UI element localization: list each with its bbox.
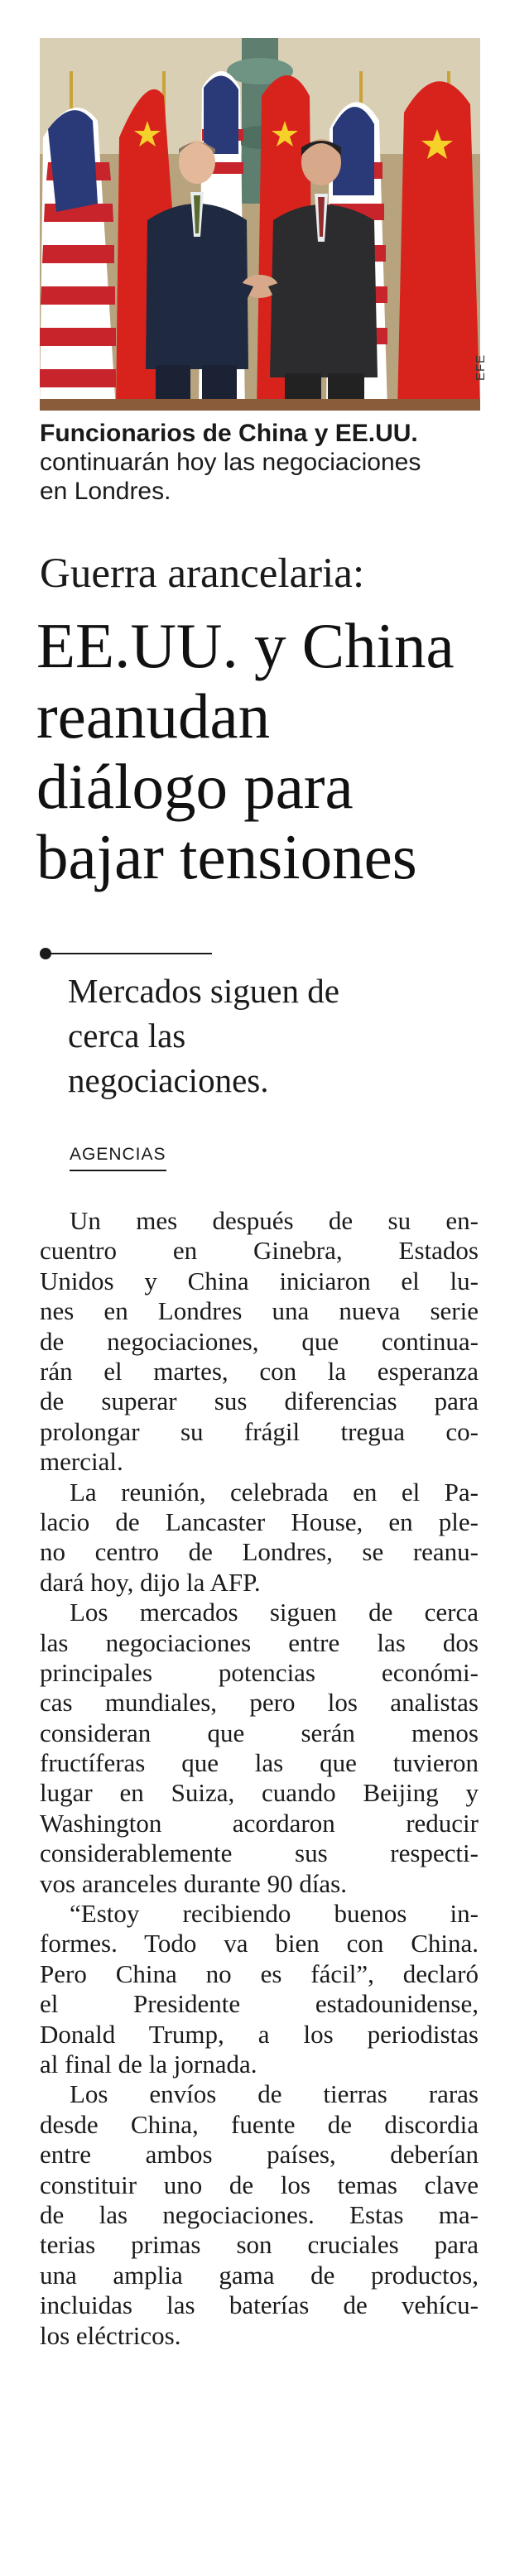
- body-line: Un mes después de su en-: [70, 1206, 479, 1235]
- photo-credit: EFE: [474, 353, 488, 381]
- body-line: de negociaciones, que continua-: [40, 1326, 479, 1356]
- photo-caption: [40, 419, 487, 506]
- body-line: principales potencias económi-: [40, 1657, 479, 1687]
- body-line: entre ambos países, deberían: [40, 2140, 479, 2170]
- body-line: cas mundiales, pero los analistas: [40, 1688, 479, 1718]
- headline-line: reanudan: [36, 680, 271, 752]
- body-line: cuentro en Ginebra, Estados: [40, 1236, 479, 1266]
- body-line: formes. Todo va bien con China.: [40, 1929, 479, 1958]
- body-line: fructíferas que las que tuvieron: [40, 1748, 479, 1778]
- body-line: Unidos y China iniciaron el lu-: [40, 1266, 479, 1295]
- body-line: los eléctricos.: [40, 2320, 181, 2350]
- body-line: rán el martes, con la esperanza: [40, 1356, 479, 1386]
- headline-line: bajar tensiones: [36, 821, 417, 892]
- body-line: de las negociaciones. Estas ma-: [40, 2199, 479, 2229]
- body-line: una amplia gama de productos,: [40, 2260, 479, 2290]
- headline-line: diálogo para: [36, 751, 354, 822]
- body-line: incluidas las baterías de vehícu-: [40, 2290, 479, 2320]
- body-line: Pero China no es fácil”, declaró: [40, 1958, 479, 1988]
- subheadline-line: cerca las: [68, 1016, 186, 1055]
- body-line: terias primas son cruciales para: [40, 2230, 479, 2260]
- body-line: lacio de Lancaster House, en ple-: [40, 1507, 479, 1536]
- body-line: prolongar su frágil tregua co-: [40, 1416, 479, 1446]
- body-line: al final de la jornada.: [40, 2049, 257, 2079]
- byline: AGENCIAS: [70, 1145, 166, 1171]
- body-line: de superar sus diferencias para: [40, 1387, 479, 1416]
- body-line: no centro de Londres, se reanu-: [40, 1537, 479, 1567]
- body-line: “Estoy recibiendo buenos in-: [70, 1899, 479, 1929]
- body-line: desde China, fuente de discordia: [40, 2109, 479, 2139]
- body-line: consideran que serán menos: [40, 1718, 479, 1747]
- article-body: [40, 1206, 479, 2351]
- body-line: constituir uno de los temas clave: [40, 2170, 479, 2199]
- body-line: nes en Londres una nueva serie: [40, 1296, 479, 1326]
- subheadline-line: Mercados siguen de: [68, 972, 339, 1010]
- body-line: el Presidente estadounidense,: [40, 1989, 479, 2019]
- body-line: considerablemente sus respecti-: [40, 1838, 479, 1868]
- caption-bold-lead: Funcionarios de China y EE.UU.: [40, 420, 418, 447]
- body-line: Donald Trump, a los periodistas: [40, 2019, 479, 2049]
- divider-line: [50, 953, 212, 954]
- body-line: dará hoy, dijo la AFP.: [40, 1567, 261, 1597]
- body-line: las negociaciones entre las dos: [40, 1627, 479, 1657]
- body-line: lugar en Suiza, cuando Beijing y: [40, 1778, 479, 1808]
- section-divider: [40, 945, 214, 962]
- body-line: Washington acordaron reducir: [40, 1808, 479, 1838]
- body-line: vos aranceles durante 90 días.: [40, 1868, 348, 1898]
- subheadline: [68, 968, 490, 1103]
- caption-line: en Londres.: [40, 478, 171, 505]
- caption-line: continuarán hoy las negociaciones: [40, 449, 421, 476]
- body-line: mercial.: [40, 1447, 123, 1477]
- headline: [36, 611, 500, 892]
- subheadline-line: negociaciones.: [68, 1061, 269, 1099]
- body-line: La reunión, celebrada en el Pa-: [70, 1477, 479, 1507]
- headline-line: EE.UU. y China: [36, 610, 455, 681]
- photo-officials-handshake-icon: [40, 38, 480, 411]
- body-line: Los mercados siguen de cerca: [70, 1598, 479, 1627]
- headline-kicker: Guerra arancelaria:: [40, 550, 365, 597]
- news-photo: [40, 38, 480, 411]
- body-line: Los envíos de tierras raras: [70, 2079, 479, 2109]
